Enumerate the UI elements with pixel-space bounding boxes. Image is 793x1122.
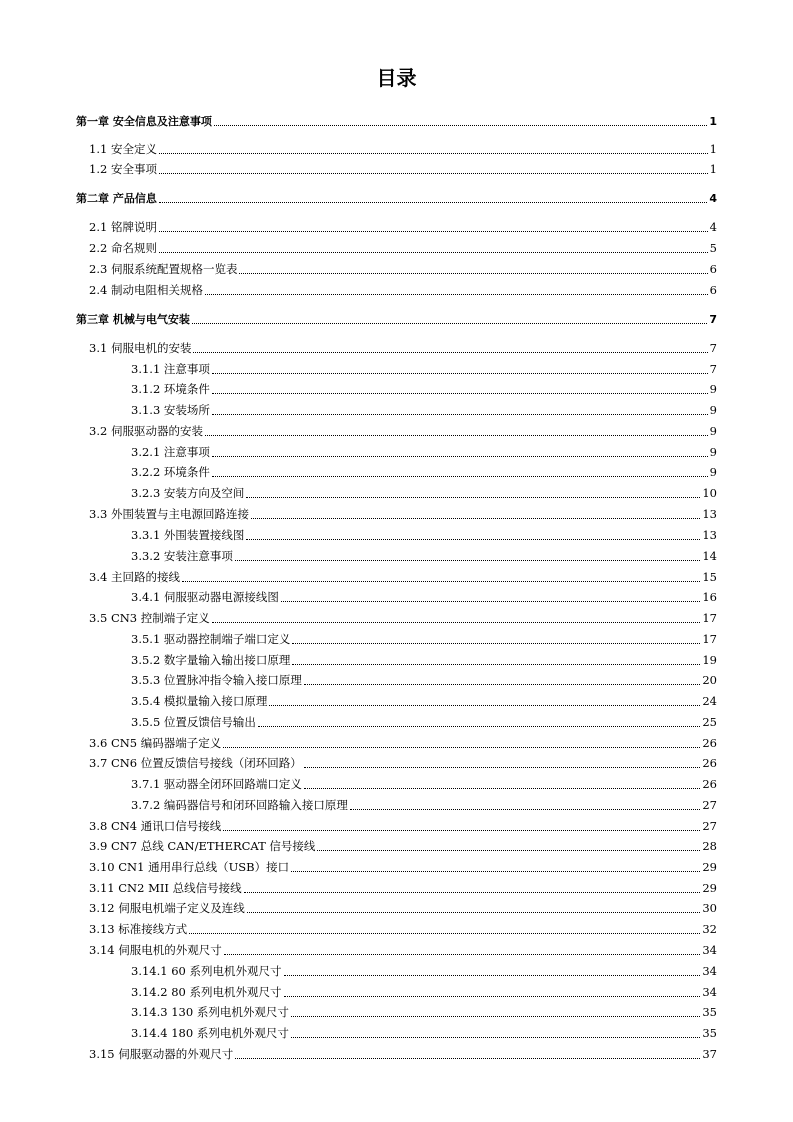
toc-page-number: 27 (702, 819, 717, 833)
toc-entry-label: 3.3.2 安装注意事项 (131, 549, 233, 563)
toc-entry[interactable] (89, 1046, 717, 1062)
toc-entry-label: 3.5.4 模拟量输入接口原理 (131, 694, 268, 708)
toc-entry[interactable] (131, 714, 717, 730)
toc-page-number: 35 (702, 1026, 717, 1040)
toc-entry-label: 3.2 伺服驱动器的安装 (89, 424, 203, 438)
toc-page-number: 9 (709, 445, 717, 459)
toc-entry[interactable] (89, 219, 717, 235)
toc-entry[interactable] (89, 755, 717, 771)
toc-page-number: 9 (709, 382, 717, 396)
toc-page-number: 9 (709, 465, 717, 479)
toc-page-number: 28 (702, 839, 717, 853)
dot-leader (212, 414, 708, 415)
dot-leader (182, 581, 700, 582)
toc-page-number: 14 (702, 549, 717, 563)
toc-entry[interactable] (131, 776, 717, 792)
toc-entry[interactable] (131, 381, 717, 397)
dot-leader (284, 975, 701, 976)
toc-entry[interactable] (89, 735, 717, 751)
dot-leader (212, 456, 708, 457)
toc-page-number: 24 (702, 694, 717, 708)
toc-entry[interactable] (131, 402, 717, 418)
dot-leader (247, 912, 701, 913)
toc-page-number: 7 (709, 362, 717, 376)
toc-entry-label: 3.13 标准接线方式 (89, 922, 188, 936)
toc-entry-label: 3.8 CN4 通讯口信号接线 (89, 819, 222, 833)
toc-page-number: 34 (702, 964, 717, 978)
dot-leader (246, 539, 700, 540)
dot-leader (212, 476, 708, 477)
toc-entry-label: 2.2 命名规则 (89, 241, 157, 255)
dot-leader (281, 601, 700, 602)
toc-entry-label: 2.3 伺服系统配置规格一览表 (89, 262, 238, 276)
toc-entry[interactable] (89, 240, 717, 256)
dot-leader (224, 954, 701, 955)
toc-entry[interactable] (131, 631, 717, 647)
toc-page-number: 13 (702, 528, 717, 542)
toc-entry[interactable] (89, 838, 717, 854)
dot-leader (192, 323, 708, 324)
toc-entry-label: 3.3.1 外围装置接线图 (131, 528, 245, 542)
toc-entry-label: 3.5.2 数字量输入输出接口原理 (131, 653, 291, 667)
toc-entry[interactable] (89, 506, 717, 522)
toc-entry-label: 3.14.3 130 系列电机外观尺寸 (131, 1005, 289, 1019)
toc-entry-label: 3.1 伺服电机的安装 (89, 341, 192, 355)
toc-page-number: 25 (702, 715, 717, 729)
dot-leader (205, 435, 708, 436)
toc-page-number: 4 (709, 192, 717, 205)
toc-entry[interactable] (131, 693, 717, 709)
dot-leader (223, 747, 700, 748)
toc-page-number: 27 (702, 798, 717, 812)
toc-page-number: 1 (709, 162, 717, 176)
dot-leader (291, 1016, 701, 1017)
toc-page-number: 1 (709, 142, 717, 156)
toc-page-number: 7 (709, 313, 717, 326)
dot-leader (291, 871, 700, 872)
dot-leader (269, 705, 700, 706)
toc-entry-label: 3.4 主回路的接线 (89, 570, 180, 584)
toc-page-number: 29 (702, 881, 717, 895)
dot-leader (239, 273, 707, 274)
toc-chapter-entry[interactable] (76, 113, 717, 129)
toc-entry-label: 2.4 制动电阻相关规格 (89, 283, 203, 297)
toc-entry[interactable] (131, 527, 717, 543)
toc-entry-label: 3.7 CN6 位置反馈信号接线（闭环回路） (89, 756, 302, 770)
dot-leader (212, 622, 701, 623)
dot-leader (291, 1037, 701, 1038)
toc-chapter-entry[interactable] (76, 311, 717, 327)
dot-leader (223, 830, 700, 831)
toc-page-number: 1 (709, 115, 717, 128)
toc-page-number: 34 (702, 943, 717, 957)
dot-leader (304, 684, 700, 685)
toc-page-number: 20 (702, 673, 717, 687)
toc-page-number: 15 (702, 570, 717, 584)
toc-entry[interactable] (89, 141, 717, 157)
toc-entry-label: 3.4.1 伺服驱动器电源接线图 (131, 590, 279, 604)
toc-entry[interactable] (89, 340, 717, 356)
toc-entry-label: 3.7.2 编码器信号和闭环回路输入接口原理 (131, 798, 348, 812)
toc-entry-label: 3.11 CN2 MII 总线信号接线 (89, 881, 242, 895)
toc-page-number: 6 (709, 262, 717, 276)
dot-leader (292, 643, 700, 644)
toc-entry[interactable] (89, 818, 717, 834)
toc-entry-label: 第一章 安全信息及注意事项 (76, 115, 212, 128)
toc-entry-label: 3.10 CN1 通用串行总线（USB）接口 (89, 860, 290, 874)
toc-entry[interactable] (89, 859, 717, 875)
toc-page-number: 26 (702, 736, 717, 750)
toc-entry[interactable] (131, 548, 717, 564)
toc-entry[interactable] (131, 652, 717, 668)
dot-leader (159, 252, 708, 253)
toc-entry-label: 3.3 外围装置与主电源回路连接 (89, 507, 249, 521)
toc-entry[interactable] (89, 942, 717, 958)
dot-leader (350, 809, 700, 810)
toc-entry[interactable] (89, 261, 717, 277)
toc-entry-label: 第二章 产品信息 (76, 192, 157, 205)
toc-page-number: 35 (702, 1005, 717, 1019)
toc-page-number: 16 (702, 590, 717, 604)
toc-page-number: 13 (702, 507, 717, 521)
toc-entry-label: 1.1 安全定义 (89, 142, 157, 156)
dot-leader (244, 892, 701, 893)
toc-page-number: 26 (702, 756, 717, 770)
toc-page-number: 7 (709, 341, 717, 355)
toc-entry-label: 3.14 伺服电机的外观尺寸 (89, 943, 222, 957)
toc-entry[interactable] (89, 161, 717, 177)
toc-page-number: 6 (709, 283, 717, 297)
dot-leader (205, 294, 708, 295)
toc-entry-label: 3.12 伺服电机端子定义及连线 (89, 901, 245, 915)
dot-leader (235, 1058, 700, 1059)
toc-entry-label: 3.5.5 位置反馈信号输出 (131, 715, 256, 729)
toc-entry-label: 3.5.3 位置脉冲指令输入接口原理 (131, 673, 302, 687)
toc-entry-label: 3.14.4 180 系列电机外观尺寸 (131, 1026, 289, 1040)
dot-leader (317, 850, 700, 851)
toc-entry[interactable] (131, 464, 717, 480)
toc-entry[interactable] (131, 1004, 717, 1020)
dot-leader (159, 202, 708, 203)
toc-entry[interactable] (131, 984, 717, 1000)
dot-leader (304, 788, 700, 789)
toc-entry[interactable] (131, 1025, 717, 1041)
toc-page-number: 17 (702, 611, 717, 625)
dot-leader (189, 933, 700, 934)
toc-entry[interactable] (131, 361, 717, 377)
dot-leader (159, 231, 708, 232)
toc-entry-label: 3.14.1 60 系列电机外观尺寸 (131, 964, 282, 978)
toc-page-number: 9 (709, 424, 717, 438)
dot-leader (212, 393, 708, 394)
toc-page-number: 9 (709, 403, 717, 417)
toc-entry-label: 3.2.2 环境条件 (131, 465, 210, 479)
toc-entry-label: 3.2.3 安装方向及空间 (131, 486, 245, 500)
toc-entry[interactable] (131, 444, 717, 460)
dot-leader (159, 153, 708, 154)
dot-leader (284, 996, 701, 997)
dot-leader (193, 352, 707, 353)
toc-page-number: 29 (702, 860, 717, 874)
toc-entry-label: 第三章 机械与电气安装 (76, 313, 190, 326)
toc-entry[interactable] (131, 672, 717, 688)
toc-entry-label: 3.15 伺服驱动器的外观尺寸 (89, 1047, 234, 1061)
dot-leader (212, 373, 708, 374)
toc-title: 目录 (376, 66, 417, 90)
toc-chapter-entry[interactable] (76, 190, 717, 206)
toc-page-number: 17 (702, 632, 717, 646)
toc-entry[interactable] (89, 900, 717, 916)
toc-entry-label: 3.1.3 安装场所 (131, 403, 210, 417)
toc-entry-label: 3.1.1 注意事项 (131, 362, 210, 376)
dot-leader (159, 173, 708, 174)
toc-entry[interactable] (89, 610, 717, 626)
toc-page-number: 5 (709, 241, 717, 255)
toc-entry[interactable] (89, 569, 717, 585)
toc-entry[interactable] (89, 880, 717, 896)
toc-entry[interactable] (89, 921, 717, 937)
toc-entry[interactable] (131, 963, 717, 979)
dot-leader (246, 497, 700, 498)
toc-entry[interactable] (131, 797, 717, 813)
dot-leader (304, 767, 701, 768)
dot-leader (251, 518, 700, 519)
toc-page-number: 4 (709, 220, 717, 234)
dot-leader (235, 560, 700, 561)
toc-entry-label: 3.2.1 注意事项 (131, 445, 210, 459)
toc-entry[interactable] (131, 485, 717, 501)
dot-leader (258, 726, 700, 727)
toc-entry-label: 3.9 CN7 总线 CAN/ETHERCAT 信号接线 (89, 839, 316, 853)
toc-page-number: 26 (702, 777, 717, 791)
toc-entry-label: 1.2 安全事项 (89, 162, 157, 176)
toc-page-number: 30 (702, 901, 717, 915)
toc-page-number: 37 (702, 1047, 717, 1061)
toc-entry-label: 2.1 铭牌说明 (89, 220, 157, 234)
toc-page-number: 34 (702, 985, 717, 999)
toc-entry-label: 3.7.1 驱动器全闭环回路端口定义 (131, 777, 302, 791)
toc-entry[interactable] (131, 589, 717, 605)
toc-page-number: 10 (702, 486, 717, 500)
toc-entry[interactable] (89, 423, 717, 439)
toc-entry-label: 3.5 CN3 控制端子定义 (89, 611, 210, 625)
toc-entry-label: 3.14.2 80 系列电机外观尺寸 (131, 985, 282, 999)
dot-leader (292, 664, 700, 665)
toc-entry[interactable] (89, 282, 717, 298)
toc-entry-label: 3.1.2 环境条件 (131, 382, 210, 396)
toc-entry-label: 3.6 CN5 编码器端子定义 (89, 736, 222, 750)
toc-entry-label: 3.5.1 驱动器控制端子端口定义 (131, 632, 291, 646)
toc-page-number: 32 (702, 922, 717, 936)
dot-leader (214, 125, 708, 126)
toc-page-number: 19 (702, 653, 717, 667)
